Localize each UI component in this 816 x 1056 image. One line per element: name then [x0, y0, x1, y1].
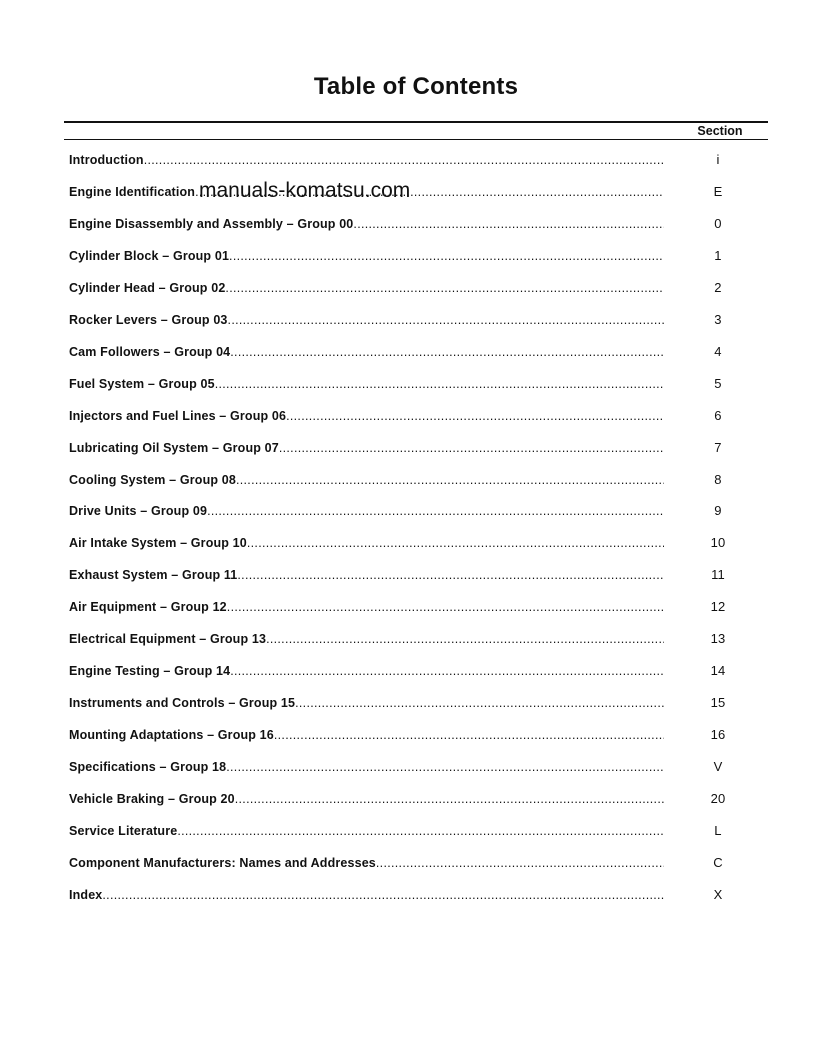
- toc-entry-label: Vehicle Braking – Group 20: [69, 792, 235, 807]
- toc-entry-label: Specifications – Group 18: [69, 760, 227, 775]
- dot-leader: [274, 728, 664, 742]
- toc-entry-cooling-system[interactable]: [69, 472, 769, 504]
- header-rule-bottom: [64, 139, 768, 140]
- toc-entry-section: V: [713, 759, 723, 775]
- toc-entry-engine-testing[interactable]: [69, 663, 769, 695]
- toc-entry-section: 6: [714, 407, 722, 423]
- toc-entry-air-intake[interactable]: [69, 535, 769, 567]
- header-rule-top: [64, 121, 768, 123]
- dot-leader: [102, 888, 664, 902]
- toc-entry-section: 7: [714, 439, 722, 455]
- toc-entry-section: 15: [710, 695, 726, 711]
- toc-entry-section: E: [713, 183, 723, 199]
- toc-entry-label: Cam Followers – Group 04: [69, 344, 231, 359]
- dot-leader: [207, 504, 664, 518]
- toc-entry-label: Air Equipment – Group 12: [69, 600, 227, 615]
- toc-entry-service-literature[interactable]: [69, 823, 769, 855]
- toc-entry-section: 13: [710, 631, 726, 647]
- toc-entry-label: Electrical Equipment – Group 13: [69, 632, 267, 647]
- dot-leader: [215, 377, 664, 391]
- toc-entry-component-manufacturers[interactable]: [69, 855, 769, 887]
- toc-entry-section: i: [716, 152, 720, 167]
- toc-entry-section: 12: [710, 599, 726, 615]
- toc-entry-cam-followers[interactable]: [69, 344, 769, 376]
- toc-entry-label: Fuel System – Group 05: [69, 376, 215, 391]
- toc-entry-engine-identification[interactable]: [69, 184, 769, 216]
- toc-entry-label: Drive Units – Group 09: [69, 504, 208, 519]
- toc-entry-section: 10: [710, 535, 726, 551]
- toc-entry-injectors-fuel-lines[interactable]: [69, 408, 769, 440]
- toc-entry-label: Mounting Adaptations – Group 16: [69, 728, 274, 743]
- toc-entry-section: 16: [710, 727, 726, 743]
- toc-entry-label: Instruments and Controls – Group 15: [69, 696, 296, 711]
- toc-entry-section: 5: [714, 375, 722, 391]
- toc-entry-introduction[interactable]: [69, 152, 769, 184]
- toc-entry-section: 9: [714, 503, 722, 519]
- page-title: Table of Contents: [313, 73, 519, 100]
- toc-entry-cylinder-head[interactable]: [69, 280, 769, 312]
- dot-leader: [229, 249, 664, 263]
- toc-entry-cylinder-block[interactable]: [69, 248, 769, 280]
- toc-entry-section: L: [714, 823, 722, 839]
- toc-entry-air-equipment[interactable]: [69, 599, 769, 631]
- toc-entry-label: Engine Disassembly and Assembly – Group 00: [69, 216, 354, 231]
- toc-entry-label: Engine Identification: [69, 184, 196, 199]
- toc-entry-section: 8: [714, 471, 722, 487]
- toc-entry-label: Engine Testing – Group 14: [69, 664, 231, 679]
- toc-entry-label: Cylinder Head – Group 02: [69, 280, 226, 295]
- toc-entry-label: Lubricating Oil System – Group 07: [69, 440, 279, 455]
- toc-entry-label: Index: [69, 887, 103, 902]
- toc-entry-section: 2: [714, 279, 722, 295]
- toc-entry-rocker-levers[interactable]: [69, 312, 769, 344]
- toc-entry-label: Service Literature: [69, 824, 178, 839]
- watermark-text: manuals-komatsu.com: [199, 179, 411, 202]
- toc-entry-instruments-controls[interactable]: [69, 695, 769, 727]
- dot-leader: [279, 441, 664, 455]
- dot-leader: [247, 536, 664, 550]
- dot-leader: [227, 600, 664, 614]
- toc-entry-label: Exhaust System – Group 11: [69, 568, 238, 583]
- dot-leader: [144, 153, 664, 167]
- dot-leader: [237, 568, 664, 582]
- dot-leader: [295, 696, 664, 710]
- toc-entry-section: 3: [714, 311, 722, 327]
- dot-leader: [177, 824, 664, 838]
- toc-entry-specifications[interactable]: [69, 759, 769, 791]
- toc-entry-section: 0: [714, 215, 722, 231]
- toc-entry-section: 4: [714, 343, 722, 359]
- toc-entry-vehicle-braking[interactable]: [69, 791, 769, 823]
- toc-entry-fuel-system[interactable]: [69, 376, 769, 408]
- toc-entry-label: Injectors and Fuel Lines – Group 06: [69, 408, 287, 423]
- toc-entry-section: C: [713, 854, 723, 870]
- dot-leader: [230, 664, 664, 678]
- dot-leader: [376, 856, 664, 870]
- toc-entry-section: X: [713, 886, 723, 902]
- section-column-header: Section: [697, 124, 743, 138]
- toc-entry-label: Introduction: [69, 153, 144, 167]
- dot-leader: [230, 345, 664, 359]
- toc-entry-disassembly-assembly[interactable]: [69, 216, 769, 248]
- toc-entry-exhaust-system[interactable]: [69, 567, 769, 599]
- toc-entry-mounting-adaptations[interactable]: [69, 727, 769, 759]
- dot-leader: [236, 473, 664, 487]
- toc-entry-electrical-equipment[interactable]: [69, 631, 769, 663]
- dot-leader: [353, 217, 664, 231]
- dot-leader: [225, 281, 664, 295]
- toc-entry-label: Cooling System – Group 08: [69, 472, 236, 487]
- toc-entry-section: 1: [714, 247, 722, 263]
- dot-leader: [235, 792, 664, 806]
- toc-entry-section: 14: [710, 663, 726, 679]
- toc-entry-lubricating-oil[interactable]: [69, 440, 769, 472]
- dot-leader: [228, 313, 664, 327]
- toc-entry-drive-units[interactable]: [69, 503, 769, 535]
- toc-entry-label: Rocker Levers – Group 03: [69, 312, 228, 327]
- toc-list: [69, 152, 769, 919]
- toc-entry-label: Air Intake System – Group 10: [69, 536, 247, 551]
- toc-entry-index[interactable]: [69, 887, 769, 919]
- dot-leader: [266, 632, 664, 646]
- toc-entry-section: 20: [710, 791, 726, 807]
- dot-leader: [286, 409, 664, 423]
- toc-entry-label: Component Manufacturers: Names and Addresses: [69, 855, 376, 870]
- toc-entry-label: Cylinder Block – Group 01: [69, 248, 230, 263]
- dot-leader: [226, 760, 664, 774]
- toc-entry-section: 11: [711, 567, 725, 583]
